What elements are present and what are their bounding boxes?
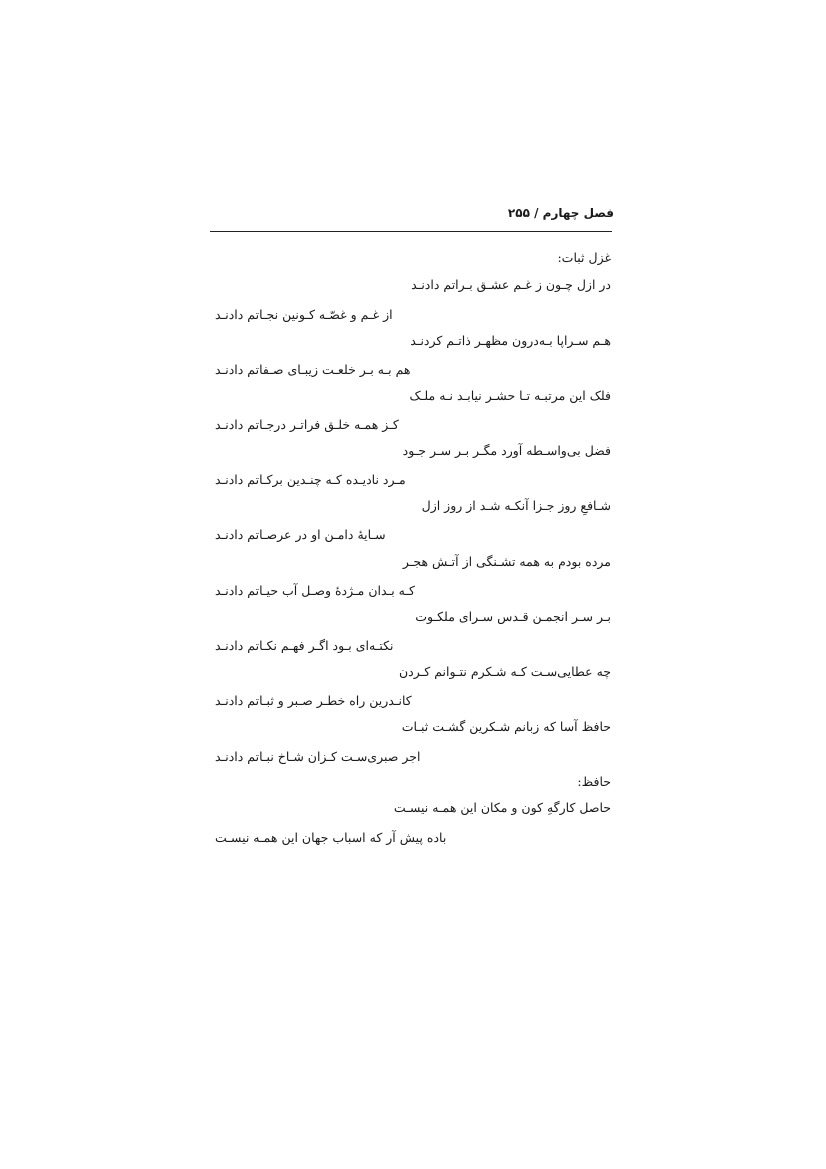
verse-line: فضل بی‌واسـطه آورد مگـر بـر سـر جـود bbox=[402, 443, 611, 458]
verse-line: در ازل چـون ز غـم عشـق بـراتم دادنـد bbox=[411, 277, 611, 292]
verse-line: کانـدرین راه خطـر صـبر و ثبـاتم دادنـد bbox=[215, 693, 412, 708]
verse-line: شـافعِ روز جـزا آنکـه شـد از روز ازل bbox=[421, 498, 611, 513]
verse-line: مـرد نادیـده کـه چنـدین برکـاتم دادنـد bbox=[215, 472, 406, 487]
verse-line: باده پیش آر که اسباب جهان این همـه نیسـت bbox=[215, 830, 447, 845]
verse-line: اجر صبری‌سـت کـزان شـاخ نبـاتم دادنـد bbox=[215, 749, 421, 764]
verse-line: کـز همـه خلـق فراتـر درجـاتم دادنـد bbox=[215, 417, 399, 432]
section-heading: حافظ: bbox=[577, 774, 611, 789]
verse-line: حاصل کارگهِ کون و مکان این همـه نیسـت bbox=[393, 800, 611, 815]
verse-line: بـر سـر انجمـن قـدس سـرای ملکـوت bbox=[415, 609, 611, 624]
header-rule bbox=[210, 231, 612, 232]
verse-line: مرده بودم به همه تشـنگی از آتـش هجـر bbox=[402, 554, 611, 569]
verse-line: چه عطایی‌سـت کـه شـکرم نتـوانم کـردن bbox=[398, 664, 611, 679]
verse-line: نکتـه‌ای بـود اگـر فهـم نکـاتم دادنـد bbox=[215, 638, 394, 653]
running-header: فصل چهارم / ۲۵۵ bbox=[507, 206, 614, 220]
verse-line: حافظ آسا که زبانم شـکرین گشـت ثبـات bbox=[401, 719, 611, 734]
verse-line: فلک این مرتبـه تـا حشـر نیابـد نـه ملـک bbox=[409, 388, 611, 403]
verse-line: کـه بـدان مـژدهٔ وصـل آب حیـاتم دادنـد bbox=[215, 583, 415, 598]
verse-line: سـایهٔ دامـن او در عرصـاتم دادنـد bbox=[215, 527, 386, 542]
section-heading: غزل ثبات: bbox=[557, 250, 611, 265]
verse-line: هـم سـراپا بـه‌درون مظهـر ذاتـم کردنـد bbox=[410, 333, 611, 348]
verse-line: از غـم و غصّـه کـونین نجـاتم دادنـد bbox=[215, 307, 393, 322]
verse-line: هم بـه بـر خلعـت زیبـای صـفاتم دادنـد bbox=[215, 362, 411, 377]
